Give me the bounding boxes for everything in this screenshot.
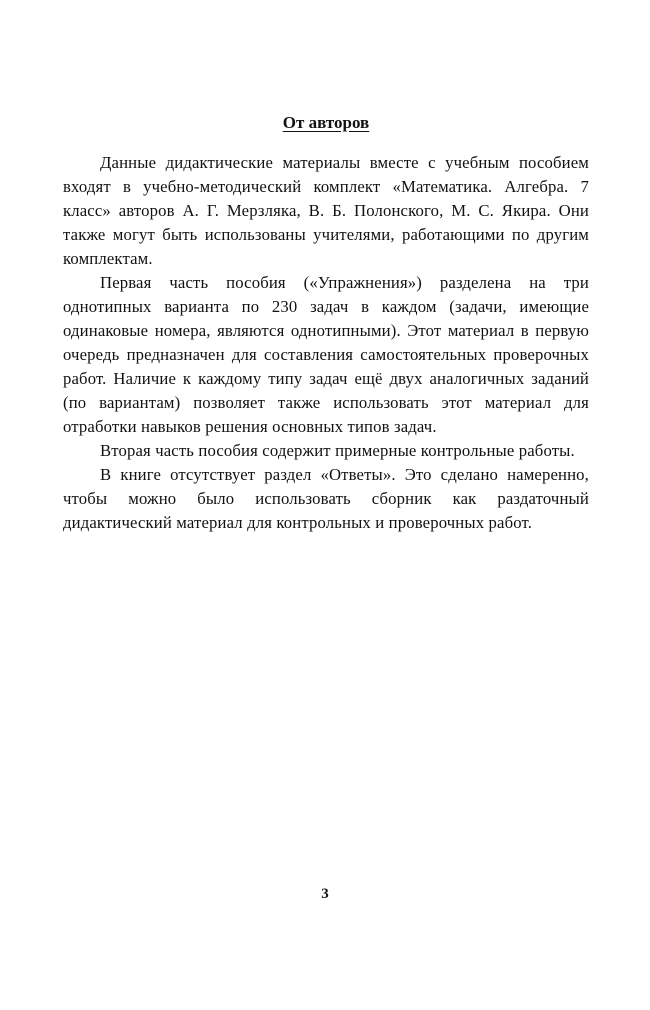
paragraph-intro: Данные дидактические материалы вместе с учебным пособием входят в учебно-методический комплект «Математика. Алгебра. 7 класс» авторов А. Г. Мерзляка, В. Б. Полонского, М. С. Якира. Они также могут быть использованы учителями, работающими по другим комплектам. — [63, 153, 589, 268]
paragraph-part-two: Вторая часть пособия содержит примерные контрольные работы. — [100, 441, 575, 460]
paragraph-answers-note: В книге отсутствует раздел «Ответы». Это сделано намеренно, чтобы можно было использовать сборник как раздаточный дидактический материал для контрольных и проверочных работ. — [63, 465, 589, 532]
section-title: От авторов — [282, 113, 370, 132]
page-number: 3 — [321, 886, 329, 902]
page-content — [63, 112, 589, 535]
paragraph-part-one: Первая часть пособия («Упражнения») разделена на три однотипных варианта по 230 задач в каждом (задачи, имеющие одинаковые номера, являются однотипными). Этот материал в первую очередь предназначен для составления самостоятельных проверочных работ. Наличие к каждому типу задач ещё двух аналогичных заданий (по вариантам) позволяет также использовать этот материал для отработки навыков решения основных типов задач. — [63, 273, 589, 436]
